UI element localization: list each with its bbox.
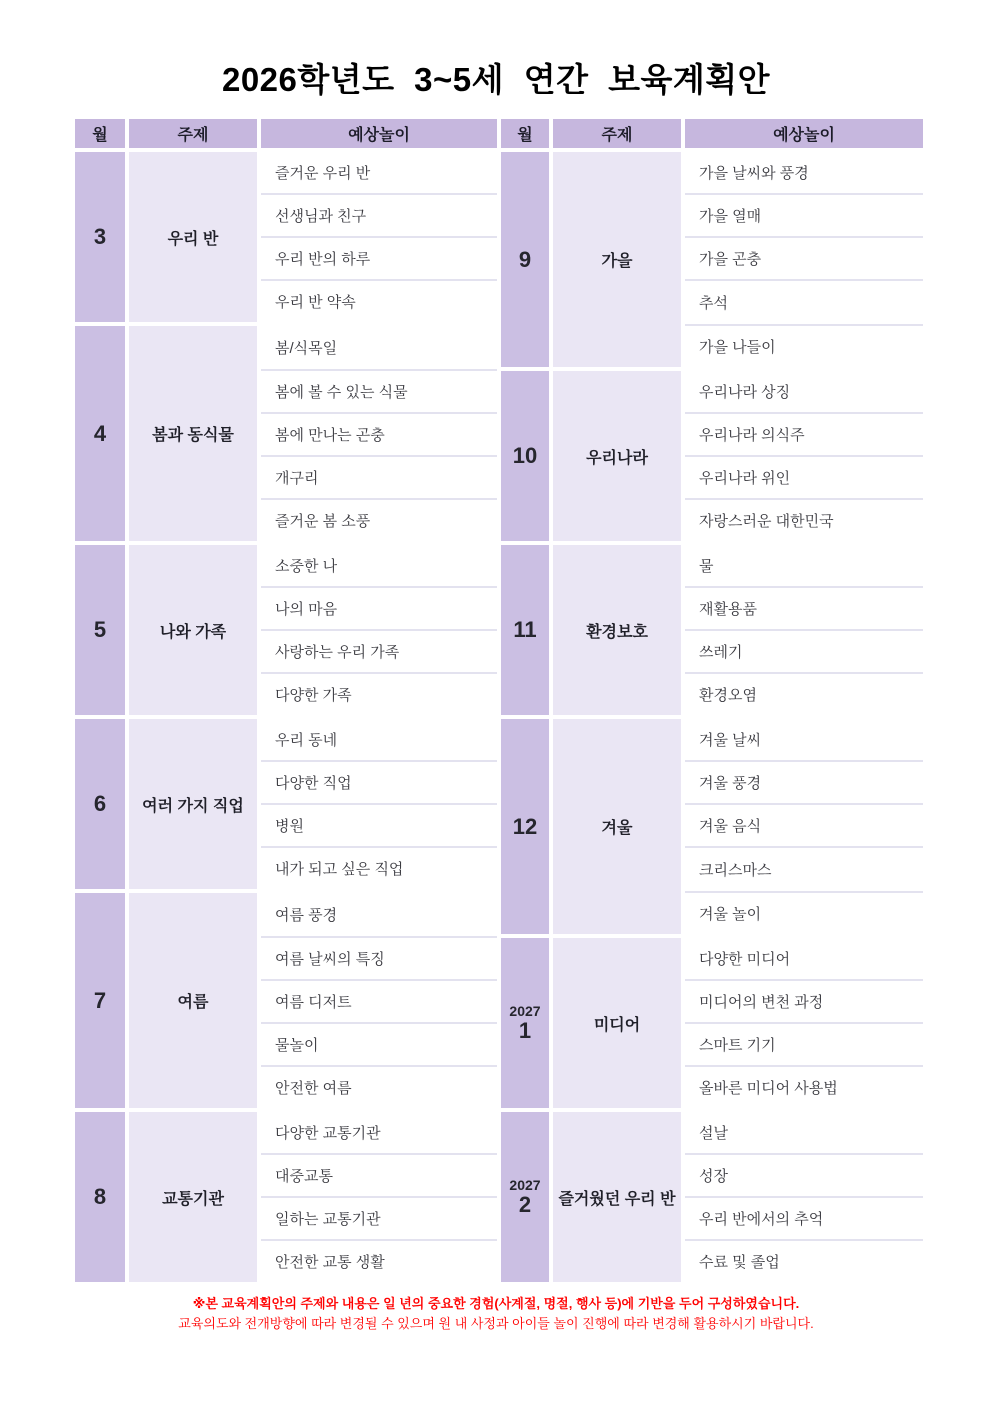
footnote-line-1: ※본 교육계획안의 주제와 내용은 일 년의 중요한 경험(사계절, 명절, 행사 등)에 기반을 두어 구성하였습니다. (192, 1296, 800, 1311)
month-number: 2 (518, 1191, 532, 1217)
activity-cell: 우리 동네 (261, 719, 497, 762)
activity-cell: 가을 날씨와 풍경 (685, 152, 923, 195)
table-row (75, 719, 923, 762)
theme-cell: 여름 (129, 893, 257, 1112)
theme-cell: 미디어 (553, 938, 681, 1112)
table-body (75, 152, 923, 1286)
theme-cell: 즐거웠던 우리 반 (553, 1112, 681, 1286)
activity-cell: 선생님과 친구 (261, 195, 497, 238)
activity-cell: 다양한 가족 (261, 674, 497, 719)
annual-plan-table (71, 119, 927, 1286)
activity-cell: 성장 (685, 1155, 923, 1198)
theme-cell: 교통기관 (129, 1112, 257, 1286)
activity-cell: 수료 및 졸업 (685, 1241, 923, 1286)
activity-cell: 미디어의 변천 과정 (685, 981, 923, 1024)
column-header-right-0: 월 (501, 119, 549, 152)
activity-cell: 개구리 (261, 457, 497, 500)
activity-cell: 올바른 미디어 사용법 (685, 1067, 923, 1112)
activity-cell: 스마트 기기 (685, 1024, 923, 1067)
activity-cell: 안전한 교통 생활 (261, 1241, 497, 1286)
page-title: 2026학년도 3~5세 연간 보육계획안 (221, 61, 771, 98)
month-cell: 10 (501, 371, 549, 545)
theme-cell: 환경보호 (553, 545, 681, 719)
column-header-right-2: 예상놀이 (685, 119, 923, 152)
month-cell: 12 (501, 719, 549, 938)
activity-cell: 쓰레기 (685, 631, 923, 674)
activity-cell: 다양한 미디어 (685, 938, 923, 981)
footnote (0, 1294, 992, 1334)
theme-cell: 겨울 (553, 719, 681, 938)
activity-cell: 가을 곤충 (685, 238, 923, 281)
activity-cell: 대중교통 (261, 1155, 497, 1198)
month-cell (501, 1112, 549, 1286)
activity-cell: 우리 반에서의 추억 (685, 1198, 923, 1241)
activity-cell: 다양한 교통기관 (261, 1112, 497, 1155)
activity-cell: 겨울 날씨 (685, 719, 923, 762)
activity-cell: 여름 디저트 (261, 981, 497, 1024)
month-cell: 4 (75, 326, 125, 545)
month-number: 1 (518, 1017, 532, 1043)
annual-plan-table-wrap (71, 119, 927, 1286)
theme-cell: 우리나라 (553, 371, 681, 545)
theme-cell: 여러 가지 직업 (129, 719, 257, 893)
theme-cell: 나와 가족 (129, 545, 257, 719)
activity-cell: 우리 반 약속 (261, 281, 497, 326)
theme-cell: 봄과 동식물 (129, 326, 257, 545)
month-cell (501, 938, 549, 1112)
column-header-left-1: 주제 (129, 119, 257, 152)
activity-cell: 크리스마스 (685, 848, 923, 893)
footnote-line-2: 교육의도와 전개방향에 따라 변경될 수 있으며 원 내 사정과 아이들 놀이 진행에 따라 변경해 활용하시기 바랍니다. (178, 1316, 814, 1331)
activity-cell: 가을 열매 (685, 195, 923, 238)
activity-cell: 자랑스러운 대한민국 (685, 500, 923, 545)
column-header-left-0: 월 (75, 119, 125, 152)
activity-cell: 여름 날씨의 특징 (261, 938, 497, 981)
month-cell: 3 (75, 152, 125, 326)
activity-cell: 즐거운 봄 소풍 (261, 500, 497, 545)
year-label: 2027 (509, 1003, 541, 1020)
activity-cell: 설날 (685, 1112, 923, 1155)
theme-cell: 가을 (553, 152, 681, 371)
activity-cell: 사랑하는 우리 가족 (261, 631, 497, 674)
activity-cell: 여름 풍경 (261, 893, 497, 938)
activity-cell: 물 (685, 545, 923, 588)
year-label: 2027 (509, 1177, 541, 1194)
theme-cell: 우리 반 (129, 152, 257, 326)
activity-cell: 내가 되고 싶은 직업 (261, 848, 497, 893)
activity-cell: 다양한 직업 (261, 762, 497, 805)
activity-cell: 일하는 교통기관 (261, 1198, 497, 1241)
table-row (75, 1112, 923, 1155)
activity-cell: 우리나라 의식주 (685, 414, 923, 457)
activity-cell: 추석 (685, 281, 923, 326)
activity-cell: 안전한 여름 (261, 1067, 497, 1112)
month-cell: 5 (75, 545, 125, 719)
activity-cell: 봄에 만나는 곤충 (261, 414, 497, 457)
table-row (75, 545, 923, 588)
table-header-row (75, 119, 923, 152)
column-header-left-2: 예상놀이 (261, 119, 497, 152)
activity-cell: 재활용품 (685, 588, 923, 631)
activity-cell: 겨울 풍경 (685, 762, 923, 805)
activity-cell: 봄에 볼 수 있는 식물 (261, 371, 497, 414)
month-cell: 8 (75, 1112, 125, 1286)
activity-cell: 즐거운 우리 반 (261, 152, 497, 195)
month-cell: 11 (501, 545, 549, 719)
activity-cell: 우리나라 위인 (685, 457, 923, 500)
activity-cell: 겨울 음식 (685, 805, 923, 848)
activity-cell: 우리 반의 하루 (261, 238, 497, 281)
activity-cell: 나의 마음 (261, 588, 497, 631)
column-header-right-1: 주제 (553, 119, 681, 152)
activity-cell: 봄/식목일 (261, 326, 497, 371)
table-row (75, 152, 923, 195)
activity-cell: 가을 나들이 (685, 326, 923, 371)
activity-cell: 병원 (261, 805, 497, 848)
table-row (75, 893, 923, 938)
activity-cell: 물놀이 (261, 1024, 497, 1067)
activity-cell: 겨울 놀이 (685, 893, 923, 938)
activity-cell: 소중한 나 (261, 545, 497, 588)
month-cell: 6 (75, 719, 125, 893)
table-row (75, 326, 923, 371)
month-cell: 7 (75, 893, 125, 1112)
month-cell: 9 (501, 152, 549, 371)
activity-cell: 우리나라 상징 (685, 371, 923, 414)
activity-cell: 환경오염 (685, 674, 923, 719)
